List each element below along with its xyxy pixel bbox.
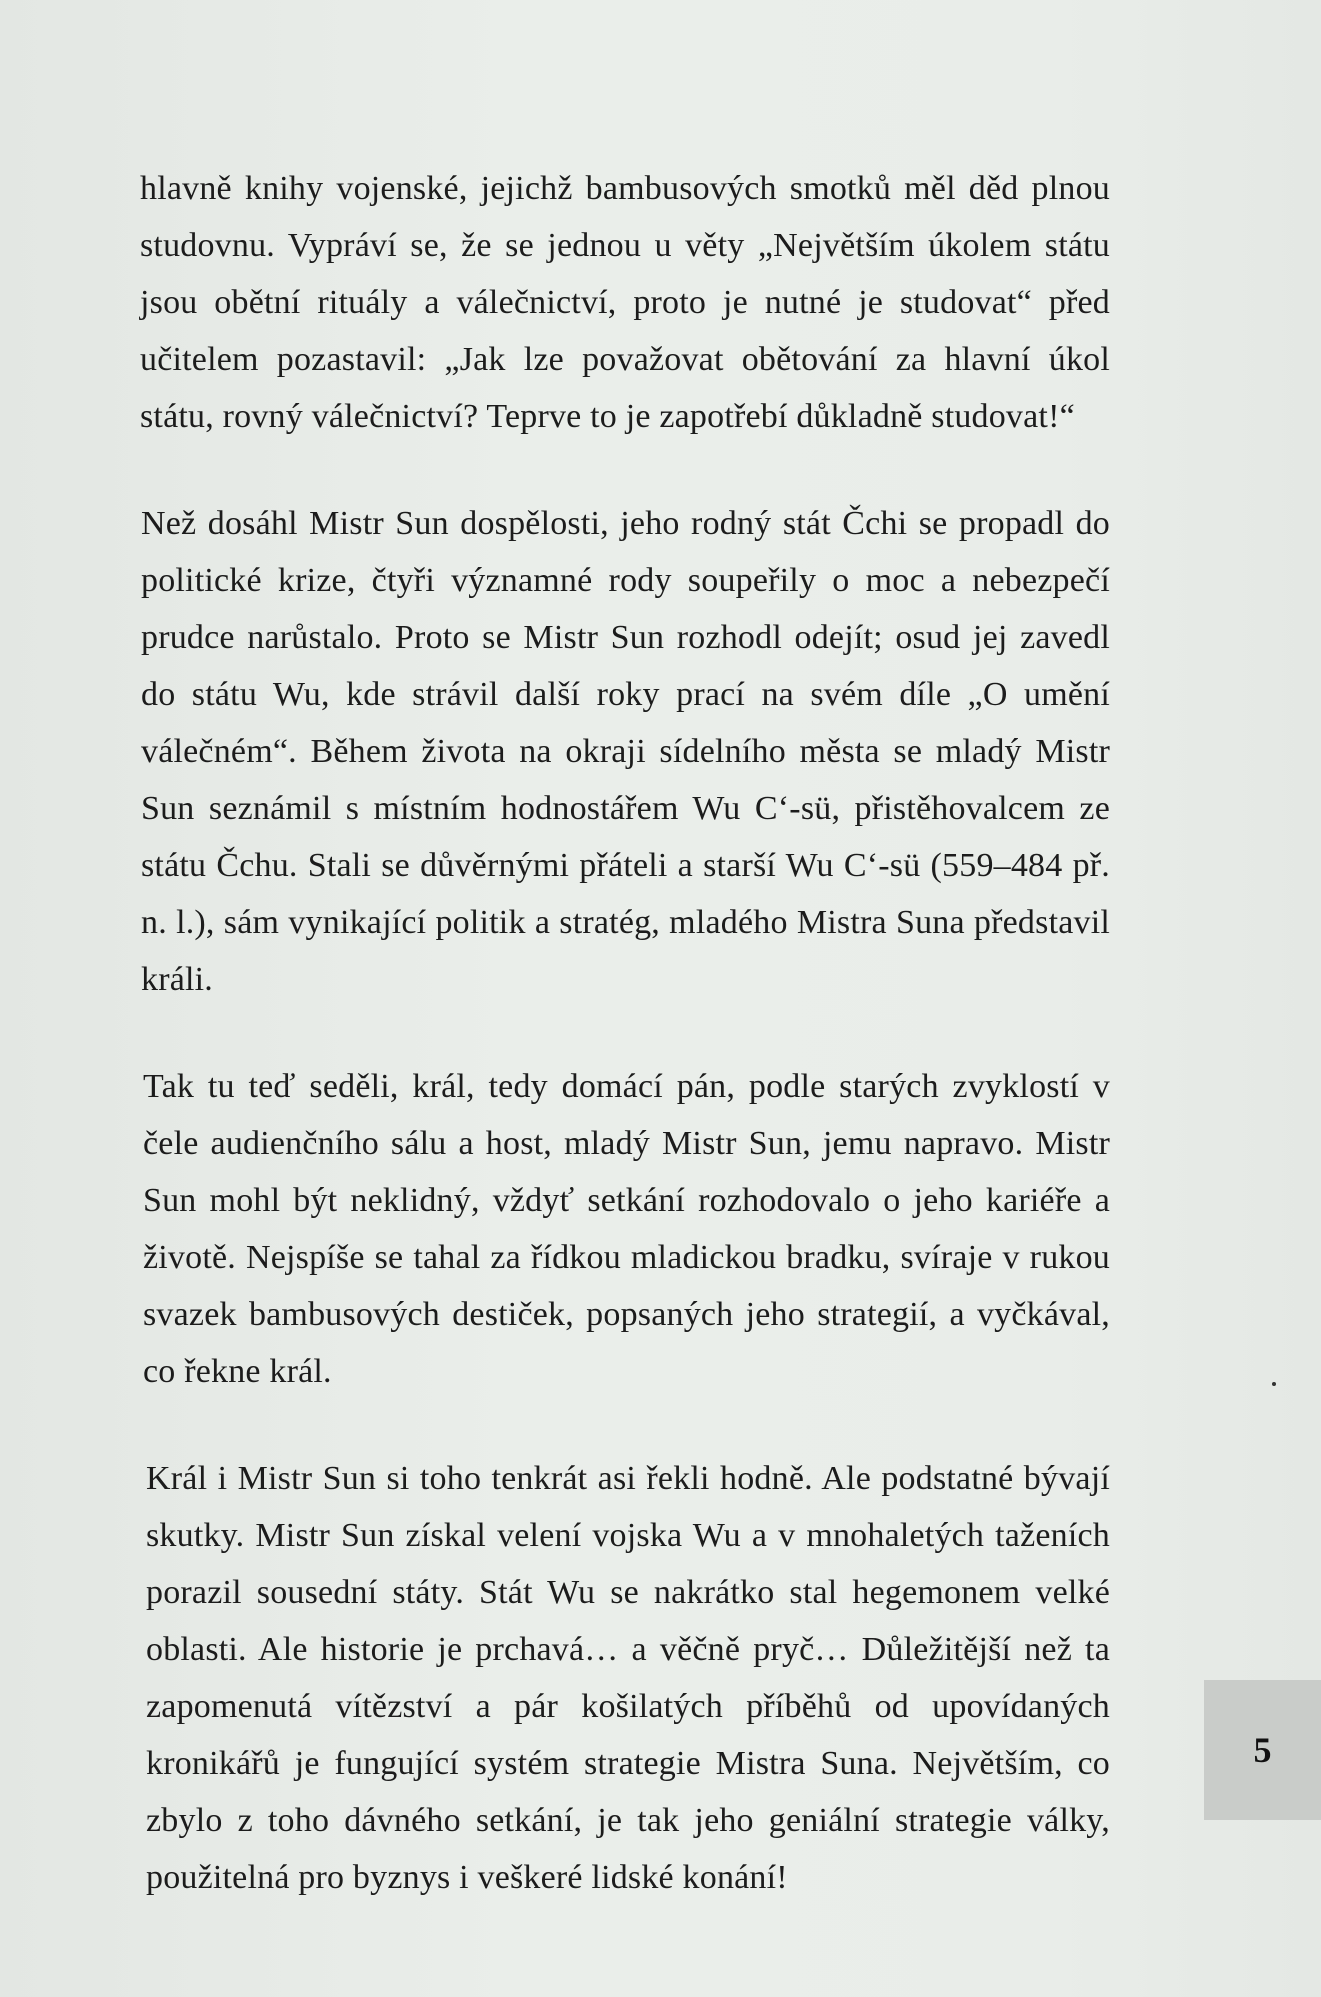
paragraph-3: Tak tu teď seděli, král, tedy domácí pán, podle starých zvyklostí v čele audienčního sálu a host, mladý Mistr Sun, jemu napravo. Mistr Sun mohl být neklidný, vždyť setkání rozhodovalo o jeho kariéře a životě. Nejspíše se tahal za řídkou mladickou bradku, svíraje v rukou svazek bambusových destiček, popsaných jeho strategií, a vyčkával, co řekne král. bbox=[143, 1068, 1110, 1390]
paragraph-1: hlavně knihy vojenské, jejichž bambusových smotků měl děd plnou studovnu. Vypráví se, že se jednou u věty „Největším úkolem státu jsou obětní rituály a válečnictví, proto je nutné je studovat“ před učitelem pozastavil: „Jak lze považovat obětování za hlavní úkol státu, rovný válečnictví? Teprve to je zapotřebí důkladně studovat!“ bbox=[140, 170, 1110, 435]
paragraph-4: Král i Mistr Sun si toho tenkrát asi řekli hodně. Ale podstatné bývají skutky. Mistr Sun získal velení vojska Wu a v mnohaletých taženích porazil sousední státy. Stát Wu se nakrátko stal hegemonem velké oblasti. Ale historie je prchavá… a věčně pryč… Důležitější než ta zapomenutá vítězství a pár košilatých příběhů od upovídaných kronikářů je fungující systém strategie Mistra Suna. Největším, co zbylo z toho dávného setkání, je tak jeho geniální strategie války, použitelná pro byznys i veškeré lidské konání! bbox=[146, 1460, 1110, 1896]
paragraph-2: Než dosáhl Mistr Sun dospělosti, jeho rodný stát Čchi se propadl do politické krize, čtyři významné rody soupeřily o moc a nebezpečí prudce narůstalo. Proto se Mistr Sun rozhodl odejít; osud jej zavedl do státu Wu, kde strávil další roky prací na svém díle „O umění válečném“. Během života na okraji sídelního města se mladý Mistr Sun seznámil s místním hodnostářem Wu C‘-sü, přistěhovalcem ze státu Čchu. Stali se důvěrnými přáteli a starší Wu C‘-sü (559–484 př. n. l.), sám vynikající politik a stratég, mladého Mistra Suna představil králi. bbox=[141, 505, 1110, 998]
body-text bbox=[140, 160, 1110, 1956]
page-number: 5 bbox=[1253, 1730, 1272, 1770]
margin-dot bbox=[1272, 1382, 1276, 1386]
page-number-tab bbox=[1204, 1680, 1321, 1820]
